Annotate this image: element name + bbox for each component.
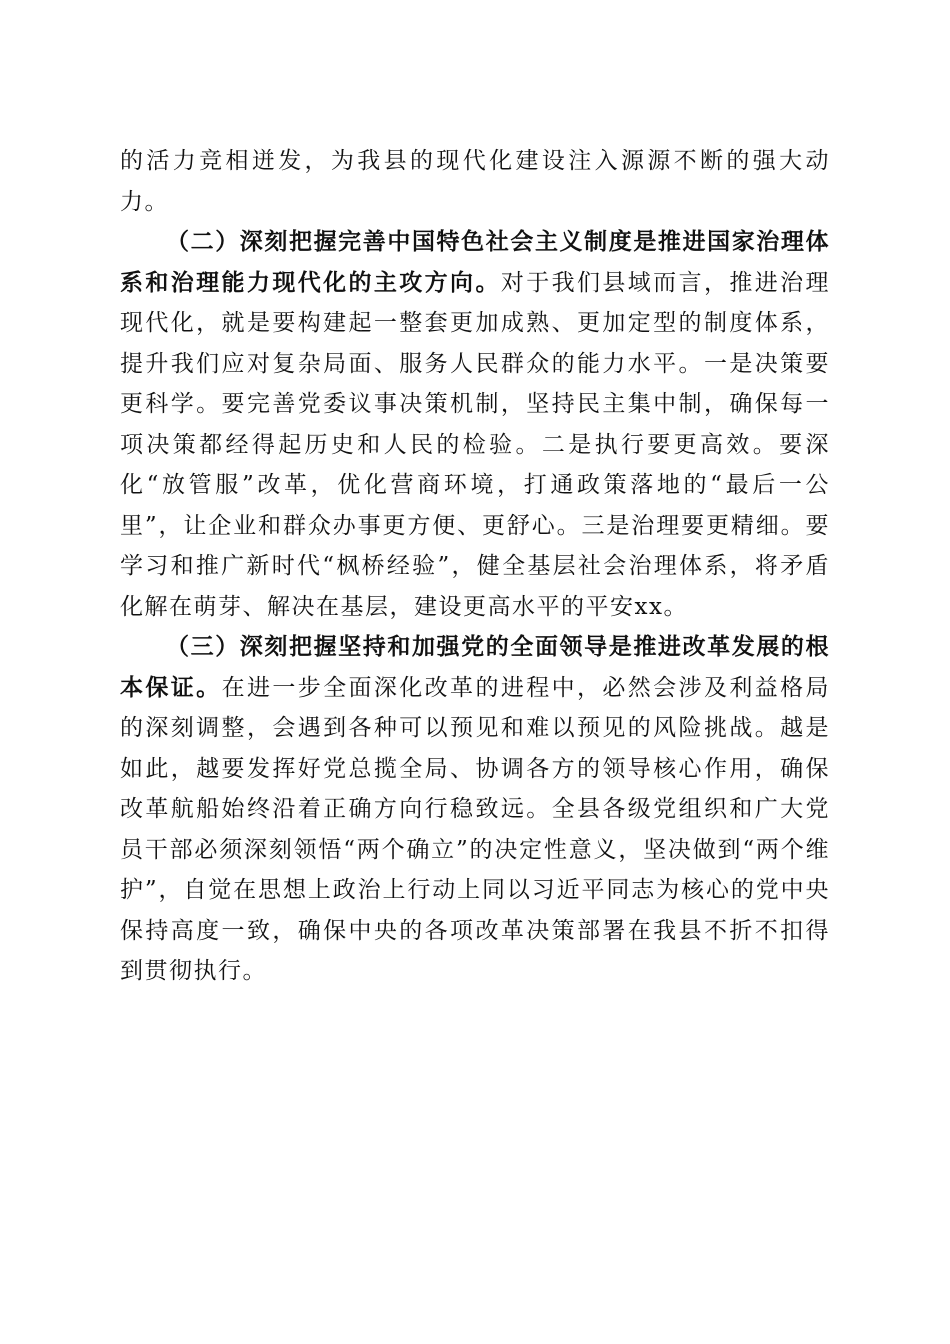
section-heading: （三）深刻把握坚持和加强党的全面领导是推进改革发展的根本保证。 (120, 633, 830, 701)
paragraph-body: 在进一步全面深化改革的进程中，必然会涉及利益格局的深刻调整，会遇到各种可以预见和难以预见的风险挑战。越是如此，越要发挥好党总揽全局、协调各方的领导核心作用，确保改革航船始终沿着正确方向行稳致远。全县各级党组织和广大党员干部必须深刻领悟“两个确立”的决定性意义，坚决做到“两个维护”，自觉在思想上政治上行动上同以习近平同志为核心的党中央保持高度一致，确保中央的各项改革决策部署在我县不折不扣得到贯彻执行。 (120, 674, 831, 984)
paragraph-body: 的活力竞相迸发，为我县的现代化建设注入源源不断的强大动力。 (120, 148, 830, 215)
paragraph-body: 对于我们县域而言，推进治理现代化，就是要构建起一整套更加成熟、更加定型的制度体系，提升我们应对复杂局面、服务人民群众的能力水平。一是决策要更科学。要完善党委议事决策机制，坚持民主集中制，确保每一项决策都经得起历史和人民的检验。二是执行要更高效。要深化“放管服”改革，优化营商环境，打通政策落地的“最后一公里”，让企业和群众办事更方便、更舒心。三是治理要更精细。要学习和推广新时代“枫桥经验”，健全基层社会治理体系，将矛盾化解在萌芽、解决在基层，建设更高水平的平安xx。 (120, 269, 831, 620)
document-page (120, 141, 830, 992)
section-heading: （二）深刻把握完善中国特色社会主义制度是推进国家治理体系和治理能力现代化的主攻方向。 (120, 228, 830, 296)
paragraph-section-3 (120, 627, 830, 992)
paragraph-section-2 (120, 222, 830, 627)
paragraph-continuation (120, 141, 830, 222)
